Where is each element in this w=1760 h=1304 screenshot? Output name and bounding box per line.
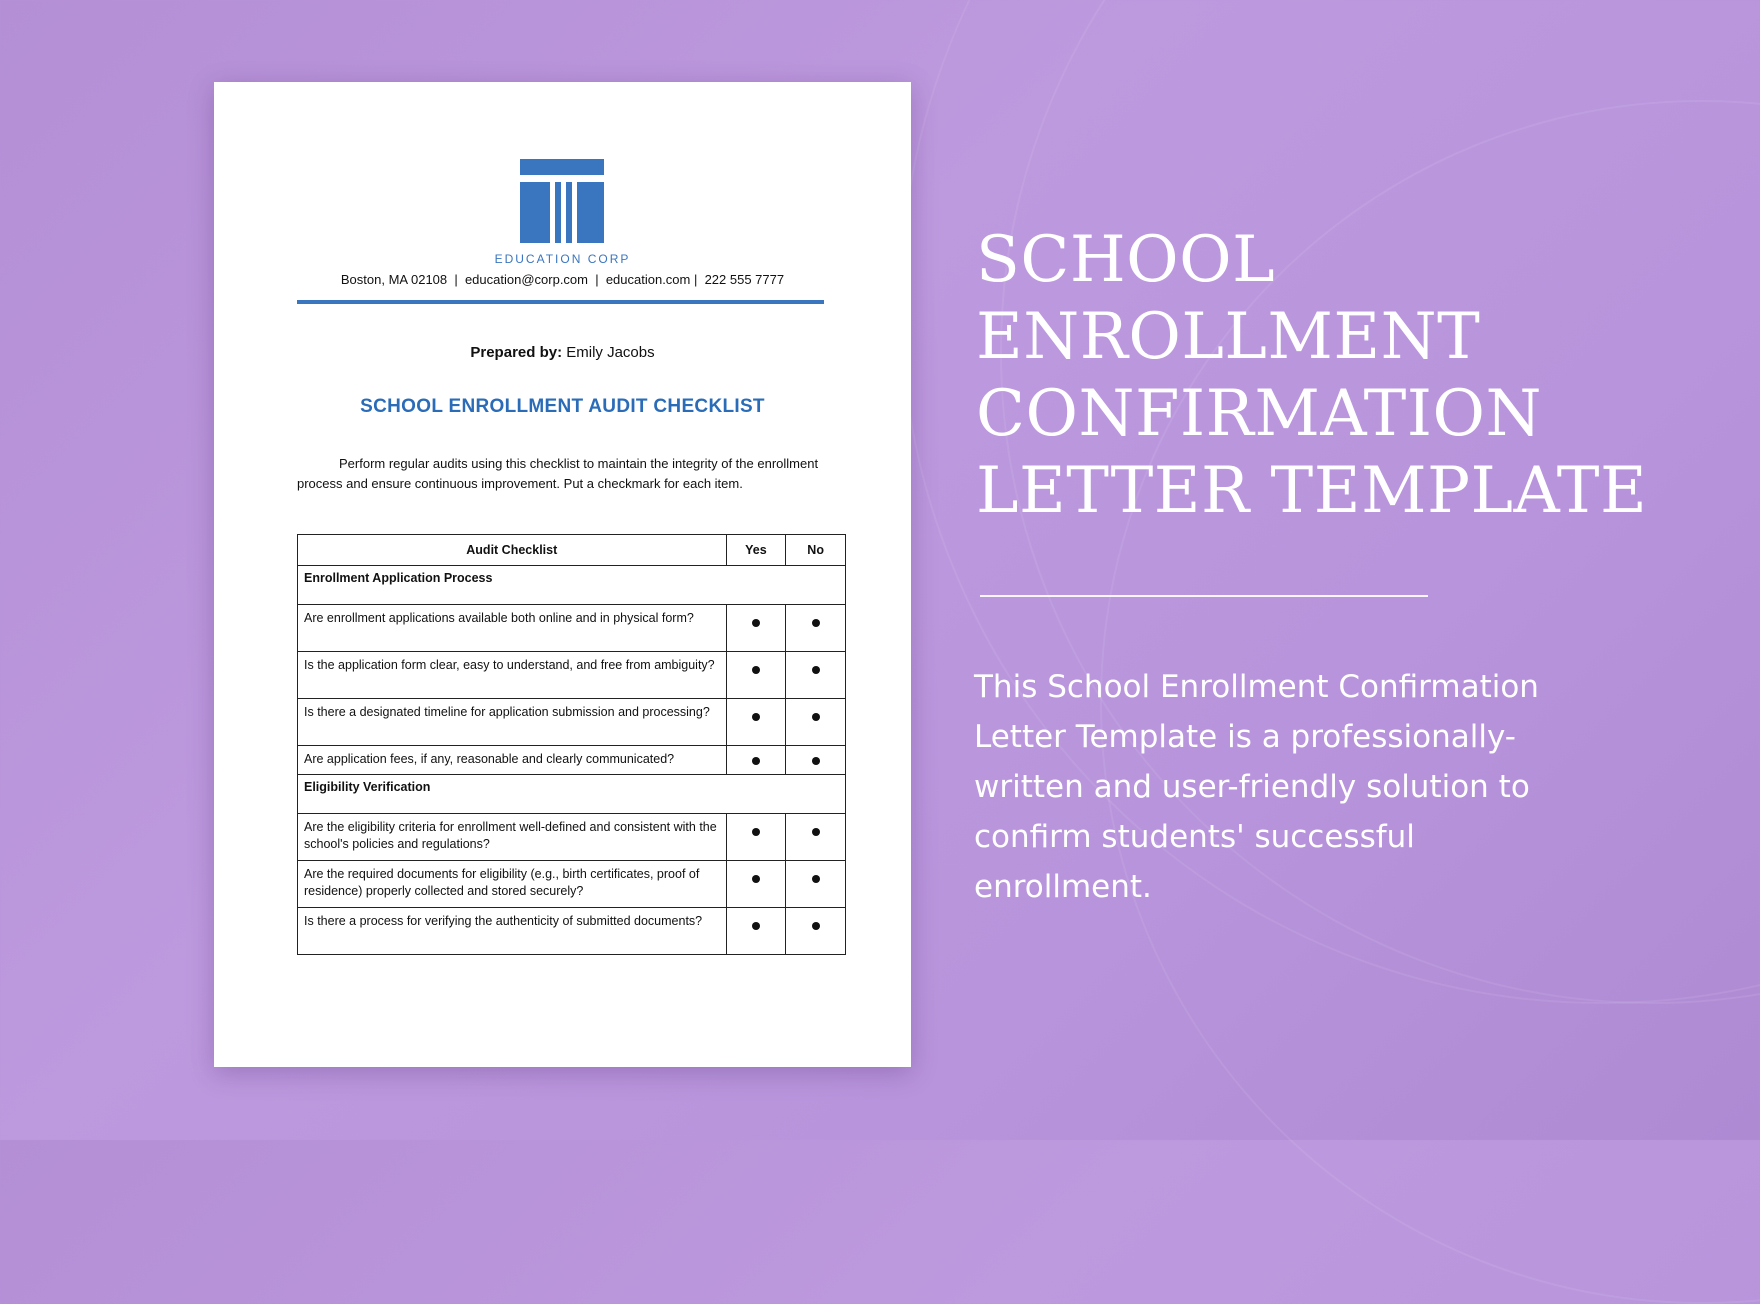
table-row (298, 699, 846, 746)
prepared-by-name: Emily Jacobs (562, 344, 655, 361)
column-header: Yes (726, 535, 786, 566)
intro-paragraph: Perform regular audits using this checklist to maintain the integrity of the enrollment process and ensure continuous improvement. Put a checkmark for each item. (297, 456, 819, 491)
bullet-icon (812, 713, 820, 721)
no-checkbox[interactable] (786, 861, 846, 908)
bullet-icon (752, 666, 760, 674)
hero-title: SCHOOL ENROLLMENT CONFIRMATION LETTER TEMPLATE (976, 223, 1648, 528)
document-preview (214, 82, 911, 1067)
no-checkbox[interactable] (786, 814, 846, 861)
yes-checkbox[interactable] (726, 814, 786, 861)
no-checkbox[interactable] (786, 908, 846, 955)
yes-checkbox[interactable] (726, 699, 786, 746)
contact-line: Boston, MA 02108 | education@corp.com | education.com | 222 555 7777 (340, 272, 785, 287)
column-header: Audit Checklist (298, 535, 727, 566)
yes-checkbox[interactable] (726, 652, 786, 699)
prepared-by-label: Prepared by: (470, 344, 563, 361)
checklist-question: Is there a process for verifying the authenticity of submitted documents? (298, 908, 727, 955)
brand-name: EDUCATION CORP (494, 252, 631, 266)
section-row (298, 775, 846, 814)
no-checkbox[interactable] (786, 605, 846, 652)
section-heading: Eligibility Verification (298, 775, 846, 814)
yes-checkbox[interactable] (726, 861, 786, 908)
audit-checklist-table (297, 534, 846, 955)
bullet-icon (812, 666, 820, 674)
section-heading: Enrollment Application Process (298, 566, 846, 605)
document-title: SCHOOL ENROLLMENT AUDIT CHECKLIST (360, 396, 765, 417)
yes-checkbox[interactable] (726, 605, 786, 652)
bullet-icon (752, 619, 760, 627)
yes-checkbox[interactable] (726, 908, 786, 955)
no-checkbox[interactable] (786, 746, 846, 775)
table-row (298, 908, 846, 955)
hero-description: This School Enrollment Confirmation Letter Template is a professionally-written and user-friendly solution to confirm students' successful enrollment. (974, 669, 1539, 905)
bullet-icon (752, 713, 760, 721)
education-corp-logo (520, 159, 604, 243)
bullet-icon (812, 619, 820, 627)
no-checkbox[interactable] (786, 699, 846, 746)
checklist-question: Is the application form clear, easy to understand, and free from ambiguity? (298, 652, 727, 699)
bullet-icon (752, 875, 760, 883)
bullet-icon (812, 922, 820, 930)
hero-divider (980, 595, 1428, 597)
table-row (298, 814, 846, 861)
column-header: No (786, 535, 846, 566)
bullet-icon (812, 875, 820, 883)
table-row (298, 652, 846, 699)
bullet-icon (812, 828, 820, 836)
checklist-question: Are the eligibility criteria for enrollment well-defined and consistent with the school's policies and regulations? (298, 814, 727, 861)
table-row (298, 861, 846, 908)
checklist-question: Are application fees, if any, reasonable and clearly communicated? (298, 746, 727, 775)
table-header-row (298, 535, 846, 566)
table-row (298, 605, 846, 652)
section-row (298, 566, 846, 605)
no-checkbox[interactable] (786, 652, 846, 699)
header-divider (297, 300, 824, 304)
checklist-question: Are enrollment applications available both online and in physical form? (298, 605, 727, 652)
checklist-question: Are the required documents for eligibility (e.g., birth certificates, proof of residence) properly collected and stored securely? (298, 861, 727, 908)
table-row (298, 746, 846, 775)
prepared-by (214, 344, 911, 361)
bullet-icon (752, 828, 760, 836)
checklist-question: Is there a designated timeline for application submission and processing? (298, 699, 727, 746)
bullet-icon (812, 757, 820, 765)
bullet-icon (752, 922, 760, 930)
yes-checkbox[interactable] (726, 746, 786, 775)
bullet-icon (752, 757, 760, 765)
